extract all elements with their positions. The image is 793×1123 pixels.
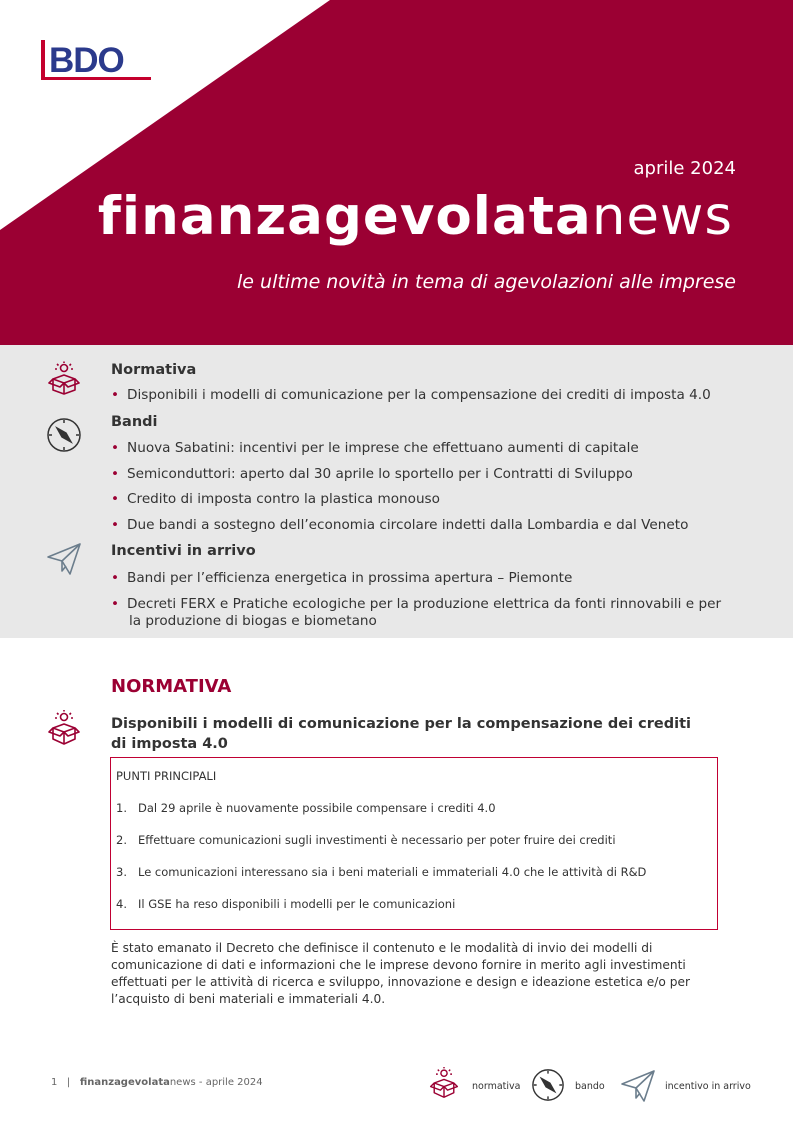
footer-brand-bold: finanzagevolata xyxy=(79,1077,170,1088)
compass-icon xyxy=(531,1068,565,1102)
footer-page-info xyxy=(51,1077,263,1088)
box-bulb-icon xyxy=(428,1064,460,1102)
article-body: È stato emanato il Decreto che definisce il contenuto e le modalità di invio dei modelli di comunicazione di dati e informazioni che le imprese devono fornire in merito agli investimenti effettuati per le attività di ricerca e sviluppo, innovazione e design e ideazione estetica e/o per l’acquisto di beni materiali e immateriali 4.0. xyxy=(111,941,690,1006)
footer-separator: | xyxy=(66,1077,71,1088)
paper-plane-icon xyxy=(46,541,82,577)
summary-incentivi-item-continued: la produzione di biogas e biometano xyxy=(129,613,377,629)
summary-bandi-item[interactable]: • Nuova Sabatini: incentivi per le imprese che effettuano aumenti di capitale xyxy=(111,440,639,456)
box-bulb-icon xyxy=(46,709,82,747)
key-points-box xyxy=(110,757,718,930)
legend-label-normativa: normativa xyxy=(472,1081,521,1092)
summary-bandi-item[interactable]: • Credito di imposta contro la plastica monouso xyxy=(111,491,440,507)
summary-panel xyxy=(0,345,793,638)
summary-bandi-item[interactable]: • Due bandi a sostegno dell’economia circolare indetti dalla Lombardia e dal Veneto xyxy=(111,517,689,533)
key-point: 1. Dal 29 aprile è nuovamente possibile compensare i crediti 4.0 xyxy=(116,801,496,815)
summary-incentivi-title: Incentivi in arrivo xyxy=(111,543,256,559)
page-number: 1 xyxy=(51,1077,58,1088)
issue-date: aprile 2024 xyxy=(633,158,736,179)
key-point: 4. Il GSE ha reso disponibili i modelli per le comunicazioni xyxy=(116,897,456,911)
newsletter-subtitle: le ultime novità in tema di agevolazioni alle imprese xyxy=(237,271,736,293)
summary-normativa-title: Normativa xyxy=(111,362,197,378)
footer-brand-rest: news - aprile 2024 xyxy=(169,1077,263,1088)
summary-incentivi-item[interactable]: • Bandi per l’efficienza energetica in prossima apertura – Piemonte xyxy=(111,570,573,586)
paper-plane-icon xyxy=(620,1068,656,1104)
key-points-heading: PUNTI PRINCIPALI xyxy=(116,769,217,783)
summary-bandi-item[interactable]: • Semiconduttori: aperto dal 30 aprile lo sportello per i Contratti di Sviluppo xyxy=(111,466,633,482)
newsletter-title xyxy=(98,186,733,247)
section-heading: NORMATIVA xyxy=(111,676,232,697)
key-point: 2. Effettuare comunicazioni sugli investimenti è necessario per poter fruire dei crediti xyxy=(116,833,616,847)
article-title: Disponibili i modelli di comunicazione per la compensazione dei crediti di imposta 4.0 xyxy=(111,716,691,752)
legend-label-incentivo: incentivo in arrivo xyxy=(665,1081,751,1092)
svg-text:BDO: BDO xyxy=(49,41,124,80)
compass-icon xyxy=(46,417,82,453)
bdo-logo xyxy=(41,40,153,84)
title-light: news xyxy=(591,186,733,247)
title-bold: finanzagevolata xyxy=(97,186,592,247)
summary-normativa-item[interactable]: • Disponibili i modelli di comunicazione per la compensazione dei crediti di imposta 4.0 xyxy=(111,387,711,403)
summary-bandi-title: Bandi xyxy=(111,414,158,430)
legend-label-bando: bando xyxy=(575,1081,605,1092)
summary-incentivi-item[interactable]: • Decreti FERX e Pratiche ecologiche per la produzione elettrica da fonti rinnovabili e per xyxy=(111,596,722,612)
key-point: 3. Le comunicazioni interessano sia i beni materiali e immateriali 4.0 che le attività di R&D xyxy=(116,865,647,879)
box-bulb-icon xyxy=(46,361,82,397)
